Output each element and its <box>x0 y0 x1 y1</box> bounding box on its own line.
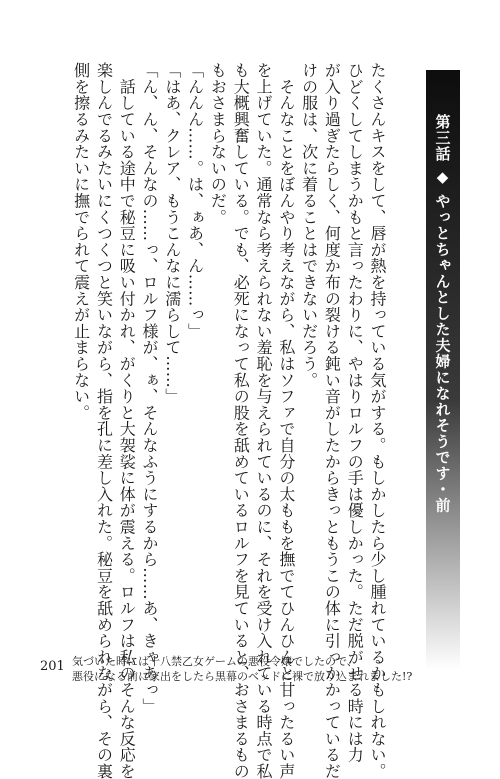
text-line: 側を擦るみたいに撫でられて震えが止まらない。 <box>71 62 91 421</box>
dialogue-line: 「ん、ん、そんなの……っ、ロルフ様が、ぁ、そんなふうにするから……あ、きゃあっ」 <box>140 62 160 714</box>
dialogue-line: 「はあ、クレア、もうこんなに濡らして……」 <box>162 62 182 405</box>
text-line: もおさまらないのだ。 <box>208 62 228 225</box>
text-line: ひどくしてしまうかもと言ったわりに、やはりロルフの手は優しかった。ただ脱がせる時には力 <box>345 62 365 763</box>
chapter-title: 第三話 ◆ やっとちゃんとした夫婦になれそうです・前 <box>433 114 452 514</box>
text-line: 楽しんでるみたいにくつくつと笑いながら、指を孔に差し入れた。秘豆を舐められながら、その裏 <box>94 62 114 779</box>
text-line: たくさんキスをして、唇が熱を持っている気がする。もしかしたら少し腫れているかもしれない。 <box>368 62 387 779</box>
text-line: そんなことをぼんやり考えながら、私はソファで自分の太ももを撫でてひんひんと甘ったるい声 <box>276 62 296 779</box>
text-line: けの服は、次に着ることはできないだろう。 <box>299 62 319 388</box>
text-line: 話している途中で秘豆に吸い付かれ、がくりと大袈裟に体が震える。ロルフは私のそんな反応を <box>117 62 137 779</box>
page-number: 201 <box>40 659 65 674</box>
text-line: も大概興奮している。でも、必死になって私の股を舐めているロルフを見ていると、おさまるもの <box>231 62 251 779</box>
text-line: を上げていた。通常なら考えられない羞恥を与えられているのに、それを受け入れている時点で私 <box>254 62 274 779</box>
dialogue-line: 「んんん……。は、ぁあ、ん……っ」 <box>185 62 205 340</box>
series-title-line: 悪役になる前に家出をしたら黒幕のベッドに裸で放り込まれました!? <box>72 670 413 683</box>
series-title-line: 気づいた時には十八禁乙女ゲームの悪役令嬢でしたので、 <box>72 655 358 668</box>
series-title <box>72 654 412 684</box>
text-line: が入り過ぎたらしく、何度か布の裂ける鈍い音がしたからきっともうこの体に引っかかっているだ <box>322 62 342 779</box>
